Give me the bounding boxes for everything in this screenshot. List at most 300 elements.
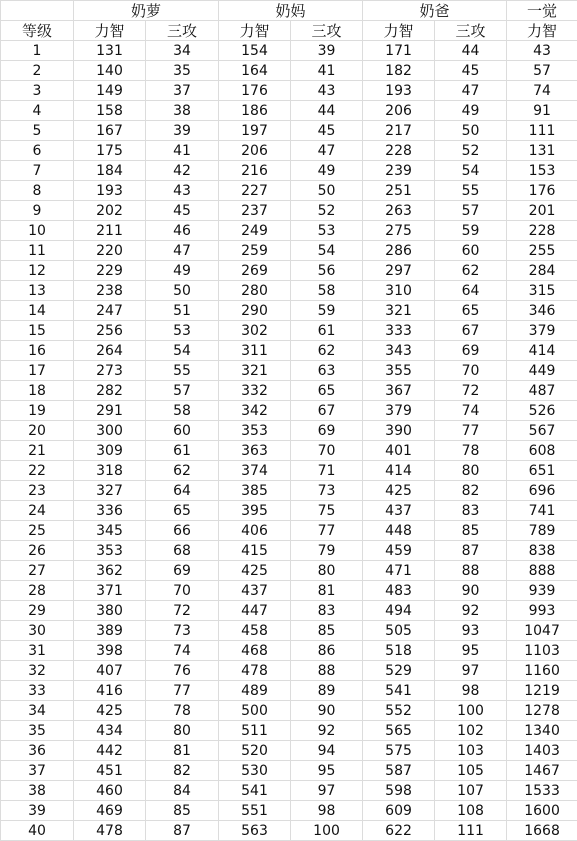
data-cell[interactable]: 45 xyxy=(146,201,219,221)
data-cell[interactable]: 184 xyxy=(74,161,146,181)
data-cell[interactable]: 333 xyxy=(363,321,435,341)
level-cell[interactable]: 11 xyxy=(1,241,74,261)
data-cell[interactable]: 176 xyxy=(507,181,577,201)
level-cell[interactable]: 15 xyxy=(1,321,74,341)
data-cell[interactable]: 275 xyxy=(363,221,435,241)
data-cell[interactable]: 60 xyxy=(435,241,507,261)
data-cell[interactable]: 70 xyxy=(146,581,219,601)
data-cell[interactable]: 107 xyxy=(435,781,507,801)
data-cell[interactable]: 66 xyxy=(146,521,219,541)
data-cell[interactable]: 353 xyxy=(74,541,146,561)
data-cell[interactable]: 61 xyxy=(146,441,219,461)
data-cell[interactable]: 62 xyxy=(435,261,507,281)
level-cell[interactable]: 2 xyxy=(1,61,74,81)
data-cell[interactable]: 65 xyxy=(146,501,219,521)
header-cell-blank[interactable] xyxy=(1,1,74,21)
data-cell[interactable]: 363 xyxy=(219,441,291,461)
data-cell[interactable]: 80 xyxy=(291,561,363,581)
data-cell[interactable]: 993 xyxy=(507,601,577,621)
data-cell[interactable]: 255 xyxy=(507,241,577,261)
data-cell[interactable]: 34 xyxy=(146,41,219,61)
data-cell[interactable]: 389 xyxy=(74,621,146,641)
data-cell[interactable]: 239 xyxy=(363,161,435,181)
data-cell[interactable]: 511 xyxy=(219,721,291,741)
data-cell[interactable]: 286 xyxy=(363,241,435,261)
data-cell[interactable]: 520 xyxy=(219,741,291,761)
data-cell[interactable]: 227 xyxy=(219,181,291,201)
data-cell[interactable]: 374 xyxy=(219,461,291,481)
data-cell[interactable]: 526 xyxy=(507,401,577,421)
data-cell[interactable]: 259 xyxy=(219,241,291,261)
data-cell[interactable]: 888 xyxy=(507,561,577,581)
data-cell[interactable]: 1467 xyxy=(507,761,577,781)
data-cell[interactable]: 131 xyxy=(74,41,146,61)
data-cell[interactable]: 98 xyxy=(291,801,363,821)
data-cell[interactable]: 552 xyxy=(363,701,435,721)
data-cell[interactable]: 297 xyxy=(363,261,435,281)
sub-header-cell[interactable]: 力智 xyxy=(219,21,291,41)
data-cell[interactable]: 345 xyxy=(74,521,146,541)
data-cell[interactable]: 459 xyxy=(363,541,435,561)
data-cell[interactable]: 103 xyxy=(435,741,507,761)
sub-header-cell[interactable]: 三攻 xyxy=(435,21,507,41)
level-cell[interactable]: 24 xyxy=(1,501,74,521)
data-cell[interactable]: 437 xyxy=(363,501,435,521)
data-cell[interactable]: 494 xyxy=(363,601,435,621)
data-cell[interactable]: 47 xyxy=(435,81,507,101)
data-cell[interactable]: 478 xyxy=(74,821,146,841)
data-cell[interactable]: 60 xyxy=(146,421,219,441)
data-cell[interactable]: 425 xyxy=(74,701,146,721)
data-cell[interactable]: 229 xyxy=(74,261,146,281)
data-cell[interactable]: 415 xyxy=(219,541,291,561)
data-cell[interactable]: 131 xyxy=(507,141,577,161)
data-cell[interactable]: 53 xyxy=(291,221,363,241)
level-cell[interactable]: 4 xyxy=(1,101,74,121)
data-cell[interactable]: 789 xyxy=(507,521,577,541)
sub-header-cell[interactable]: 力智 xyxy=(507,21,577,41)
data-cell[interactable]: 315 xyxy=(507,281,577,301)
data-cell[interactable]: 100 xyxy=(291,821,363,841)
data-cell[interactable]: 108 xyxy=(435,801,507,821)
data-cell[interactable]: 186 xyxy=(219,101,291,121)
data-cell[interactable]: 37 xyxy=(146,81,219,101)
data-cell[interactable]: 442 xyxy=(74,741,146,761)
data-cell[interactable]: 251 xyxy=(363,181,435,201)
data-cell[interactable]: 89 xyxy=(291,681,363,701)
data-cell[interactable]: 220 xyxy=(74,241,146,261)
data-cell[interactable]: 622 xyxy=(363,821,435,841)
data-cell[interactable]: 541 xyxy=(363,681,435,701)
level-cell[interactable]: 32 xyxy=(1,661,74,681)
data-cell[interactable]: 45 xyxy=(291,121,363,141)
data-cell[interactable]: 41 xyxy=(291,61,363,81)
level-header-cell[interactable]: 等级 xyxy=(1,21,74,41)
data-cell[interactable]: 1403 xyxy=(507,741,577,761)
level-cell[interactable]: 5 xyxy=(1,121,74,141)
data-cell[interactable]: 437 xyxy=(219,581,291,601)
data-cell[interactable]: 291 xyxy=(74,401,146,421)
level-cell[interactable]: 3 xyxy=(1,81,74,101)
data-cell[interactable]: 85 xyxy=(435,521,507,541)
data-cell[interactable]: 565 xyxy=(363,721,435,741)
data-cell[interactable]: 80 xyxy=(435,461,507,481)
data-cell[interactable]: 62 xyxy=(146,461,219,481)
data-cell[interactable]: 407 xyxy=(74,661,146,681)
data-cell[interactable]: 1533 xyxy=(507,781,577,801)
data-cell[interactable]: 77 xyxy=(146,681,219,701)
data-cell[interactable]: 371 xyxy=(74,581,146,601)
sub-header-cell[interactable]: 三攻 xyxy=(291,21,363,41)
data-cell[interactable]: 587 xyxy=(363,761,435,781)
level-cell[interactable]: 17 xyxy=(1,361,74,381)
data-cell[interactable]: 70 xyxy=(291,441,363,461)
data-cell[interactable]: 57 xyxy=(507,61,577,81)
group-header-cell[interactable]: 奶萝 xyxy=(74,1,219,21)
group-header-cell[interactable]: 奶爸 xyxy=(363,1,507,21)
data-cell[interactable]: 86 xyxy=(291,641,363,661)
data-cell[interactable]: 85 xyxy=(146,801,219,821)
data-cell[interactable]: 327 xyxy=(74,481,146,501)
data-cell[interactable]: 206 xyxy=(363,101,435,121)
data-cell[interactable]: 434 xyxy=(74,721,146,741)
data-cell[interactable]: 311 xyxy=(219,341,291,361)
level-cell[interactable]: 22 xyxy=(1,461,74,481)
group-header-cell[interactable]: 一觉 xyxy=(507,1,577,21)
level-cell[interactable]: 33 xyxy=(1,681,74,701)
data-cell[interactable]: 74 xyxy=(146,641,219,661)
data-cell[interactable]: 79 xyxy=(291,541,363,561)
data-cell[interactable]: 77 xyxy=(435,421,507,441)
data-cell[interactable]: 53 xyxy=(146,321,219,341)
data-cell[interactable]: 39 xyxy=(146,121,219,141)
data-cell[interactable]: 52 xyxy=(435,141,507,161)
data-cell[interactable]: 49 xyxy=(146,261,219,281)
data-cell[interactable]: 73 xyxy=(146,621,219,641)
data-cell[interactable]: 78 xyxy=(146,701,219,721)
data-cell[interactable]: 77 xyxy=(291,521,363,541)
data-cell[interactable]: 97 xyxy=(291,781,363,801)
data-cell[interactable]: 202 xyxy=(74,201,146,221)
data-cell[interactable]: 67 xyxy=(435,321,507,341)
data-cell[interactable]: 47 xyxy=(146,241,219,261)
level-cell[interactable]: 19 xyxy=(1,401,74,421)
data-cell[interactable]: 336 xyxy=(74,501,146,521)
data-cell[interactable]: 518 xyxy=(363,641,435,661)
data-cell[interactable]: 939 xyxy=(507,581,577,601)
data-cell[interactable]: 74 xyxy=(507,81,577,101)
data-cell[interactable]: 49 xyxy=(435,101,507,121)
data-cell[interactable]: 211 xyxy=(74,221,146,241)
data-cell[interactable]: 247 xyxy=(74,301,146,321)
data-cell[interactable]: 385 xyxy=(219,481,291,501)
level-cell[interactable]: 20 xyxy=(1,421,74,441)
data-cell[interactable]: 228 xyxy=(507,221,577,241)
data-cell[interactable]: 290 xyxy=(219,301,291,321)
data-cell[interactable]: 551 xyxy=(219,801,291,821)
data-cell[interactable]: 140 xyxy=(74,61,146,81)
data-cell[interactable]: 43 xyxy=(291,81,363,101)
data-cell[interactable]: 425 xyxy=(219,561,291,581)
data-cell[interactable]: 838 xyxy=(507,541,577,561)
data-cell[interactable]: 228 xyxy=(363,141,435,161)
level-cell[interactable]: 38 xyxy=(1,781,74,801)
data-cell[interactable]: 51 xyxy=(146,301,219,321)
data-cell[interactable]: 81 xyxy=(291,581,363,601)
level-cell[interactable]: 26 xyxy=(1,541,74,561)
data-cell[interactable]: 379 xyxy=(363,401,435,421)
sub-header-cell[interactable]: 力智 xyxy=(74,21,146,41)
data-cell[interactable]: 54 xyxy=(146,341,219,361)
data-cell[interactable]: 449 xyxy=(507,361,577,381)
data-cell[interactable]: 64 xyxy=(435,281,507,301)
data-cell[interactable]: 84 xyxy=(146,781,219,801)
data-cell[interactable]: 1668 xyxy=(507,821,577,841)
data-cell[interactable]: 448 xyxy=(363,521,435,541)
data-cell[interactable]: 83 xyxy=(435,501,507,521)
data-cell[interactable]: 98 xyxy=(435,681,507,701)
data-cell[interactable]: 65 xyxy=(291,381,363,401)
data-cell[interactable]: 88 xyxy=(435,561,507,581)
data-cell[interactable]: 50 xyxy=(291,181,363,201)
level-cell[interactable]: 12 xyxy=(1,261,74,281)
data-cell[interactable]: 153 xyxy=(507,161,577,181)
level-cell[interactable]: 10 xyxy=(1,221,74,241)
data-cell[interactable]: 58 xyxy=(146,401,219,421)
level-cell[interactable]: 6 xyxy=(1,141,74,161)
level-cell[interactable]: 30 xyxy=(1,621,74,641)
sub-header-cell[interactable]: 三攻 xyxy=(146,21,219,41)
data-cell[interactable]: 54 xyxy=(435,161,507,181)
data-cell[interactable]: 197 xyxy=(219,121,291,141)
data-cell[interactable]: 216 xyxy=(219,161,291,181)
data-cell[interactable]: 78 xyxy=(435,441,507,461)
data-cell[interactable]: 468 xyxy=(219,641,291,661)
data-cell[interactable]: 154 xyxy=(219,41,291,61)
data-cell[interactable]: 72 xyxy=(435,381,507,401)
data-cell[interactable]: 249 xyxy=(219,221,291,241)
data-cell[interactable]: 57 xyxy=(146,381,219,401)
data-cell[interactable]: 94 xyxy=(291,741,363,761)
data-cell[interactable]: 92 xyxy=(435,601,507,621)
data-cell[interactable]: 44 xyxy=(291,101,363,121)
data-cell[interactable]: 80 xyxy=(146,721,219,741)
data-cell[interactable]: 1047 xyxy=(507,621,577,641)
data-cell[interactable]: 541 xyxy=(219,781,291,801)
data-cell[interactable]: 193 xyxy=(363,81,435,101)
data-cell[interactable]: 97 xyxy=(435,661,507,681)
data-cell[interactable]: 416 xyxy=(74,681,146,701)
data-cell[interactable]: 59 xyxy=(291,301,363,321)
data-cell[interactable]: 425 xyxy=(363,481,435,501)
data-cell[interactable]: 478 xyxy=(219,661,291,681)
data-cell[interactable]: 59 xyxy=(435,221,507,241)
data-cell[interactable]: 310 xyxy=(363,281,435,301)
data-cell[interactable]: 398 xyxy=(74,641,146,661)
data-cell[interactable]: 35 xyxy=(146,61,219,81)
data-cell[interactable]: 321 xyxy=(363,301,435,321)
data-cell[interactable]: 158 xyxy=(74,101,146,121)
data-cell[interactable]: 102 xyxy=(435,721,507,741)
data-cell[interactable]: 75 xyxy=(291,501,363,521)
data-cell[interactable]: 1160 xyxy=(507,661,577,681)
data-cell[interactable]: 471 xyxy=(363,561,435,581)
data-cell[interactable]: 342 xyxy=(219,401,291,421)
data-cell[interactable]: 47 xyxy=(291,141,363,161)
group-header-cell[interactable]: 奶妈 xyxy=(219,1,363,21)
data-cell[interactable]: 563 xyxy=(219,821,291,841)
data-cell[interactable]: 1278 xyxy=(507,701,577,721)
data-cell[interactable]: 362 xyxy=(74,561,146,581)
data-cell[interactable]: 44 xyxy=(435,41,507,61)
data-cell[interactable]: 608 xyxy=(507,441,577,461)
data-cell[interactable]: 201 xyxy=(507,201,577,221)
data-cell[interactable]: 300 xyxy=(74,421,146,441)
data-cell[interactable]: 41 xyxy=(146,141,219,161)
data-cell[interactable]: 68 xyxy=(146,541,219,561)
data-cell[interactable]: 269 xyxy=(219,261,291,281)
data-cell[interactable]: 55 xyxy=(146,361,219,381)
sub-header-cell[interactable]: 力智 xyxy=(363,21,435,41)
data-cell[interactable]: 609 xyxy=(363,801,435,821)
data-cell[interactable]: 81 xyxy=(146,741,219,761)
data-cell[interactable]: 696 xyxy=(507,481,577,501)
data-cell[interactable]: 487 xyxy=(507,381,577,401)
data-cell[interactable]: 67 xyxy=(291,401,363,421)
level-cell[interactable]: 9 xyxy=(1,201,74,221)
data-cell[interactable]: 256 xyxy=(74,321,146,341)
data-cell[interactable]: 390 xyxy=(363,421,435,441)
data-cell[interactable]: 451 xyxy=(74,761,146,781)
data-cell[interactable]: 238 xyxy=(74,281,146,301)
data-cell[interactable]: 321 xyxy=(219,361,291,381)
data-cell[interactable]: 56 xyxy=(291,261,363,281)
data-cell[interactable]: 460 xyxy=(74,781,146,801)
level-cell[interactable]: 29 xyxy=(1,601,74,621)
data-cell[interactable]: 575 xyxy=(363,741,435,761)
data-cell[interactable]: 72 xyxy=(146,601,219,621)
level-cell[interactable]: 18 xyxy=(1,381,74,401)
data-cell[interactable]: 50 xyxy=(146,281,219,301)
data-cell[interactable]: 182 xyxy=(363,61,435,81)
level-cell[interactable]: 28 xyxy=(1,581,74,601)
data-cell[interactable]: 529 xyxy=(363,661,435,681)
data-cell[interactable]: 280 xyxy=(219,281,291,301)
data-cell[interactable]: 530 xyxy=(219,761,291,781)
data-cell[interactable]: 111 xyxy=(435,821,507,841)
data-cell[interactable]: 73 xyxy=(291,481,363,501)
data-cell[interactable]: 171 xyxy=(363,41,435,61)
data-cell[interactable]: 309 xyxy=(74,441,146,461)
data-cell[interactable]: 63 xyxy=(291,361,363,381)
data-cell[interactable]: 50 xyxy=(435,121,507,141)
data-cell[interactable]: 505 xyxy=(363,621,435,641)
data-cell[interactable]: 332 xyxy=(219,381,291,401)
data-cell[interactable]: 91 xyxy=(507,101,577,121)
data-cell[interactable]: 54 xyxy=(291,241,363,261)
data-cell[interactable]: 71 xyxy=(291,461,363,481)
data-cell[interactable]: 100 xyxy=(435,701,507,721)
data-cell[interactable]: 61 xyxy=(291,321,363,341)
data-cell[interactable]: 55 xyxy=(435,181,507,201)
level-cell[interactable]: 1 xyxy=(1,41,74,61)
level-cell[interactable]: 27 xyxy=(1,561,74,581)
data-cell[interactable]: 176 xyxy=(219,81,291,101)
data-cell[interactable]: 46 xyxy=(146,221,219,241)
data-cell[interactable]: 414 xyxy=(507,341,577,361)
data-cell[interactable]: 1600 xyxy=(507,801,577,821)
data-cell[interactable]: 264 xyxy=(74,341,146,361)
data-cell[interactable]: 380 xyxy=(74,601,146,621)
data-cell[interactable]: 90 xyxy=(435,581,507,601)
data-cell[interactable]: 105 xyxy=(435,761,507,781)
data-cell[interactable]: 39 xyxy=(291,41,363,61)
level-cell[interactable]: 7 xyxy=(1,161,74,181)
data-cell[interactable]: 93 xyxy=(435,621,507,641)
data-cell[interactable]: 95 xyxy=(435,641,507,661)
level-cell[interactable]: 40 xyxy=(1,821,74,841)
data-cell[interactable]: 1219 xyxy=(507,681,577,701)
level-cell[interactable]: 8 xyxy=(1,181,74,201)
data-cell[interactable]: 406 xyxy=(219,521,291,541)
data-cell[interactable]: 367 xyxy=(363,381,435,401)
data-cell[interactable]: 149 xyxy=(74,81,146,101)
data-cell[interactable]: 175 xyxy=(74,141,146,161)
data-cell[interactable]: 567 xyxy=(507,421,577,441)
data-cell[interactable]: 88 xyxy=(291,661,363,681)
data-cell[interactable]: 69 xyxy=(291,421,363,441)
data-cell[interactable]: 741 xyxy=(507,501,577,521)
level-cell[interactable]: 14 xyxy=(1,301,74,321)
data-cell[interactable]: 284 xyxy=(507,261,577,281)
data-cell[interactable]: 74 xyxy=(435,401,507,421)
data-cell[interactable]: 76 xyxy=(146,661,219,681)
level-cell[interactable]: 37 xyxy=(1,761,74,781)
data-cell[interactable]: 87 xyxy=(146,821,219,841)
data-cell[interactable]: 651 xyxy=(507,461,577,481)
data-cell[interactable]: 379 xyxy=(507,321,577,341)
data-cell[interactable]: 483 xyxy=(363,581,435,601)
data-cell[interactable]: 206 xyxy=(219,141,291,161)
data-cell[interactable]: 282 xyxy=(74,381,146,401)
level-cell[interactable]: 16 xyxy=(1,341,74,361)
data-cell[interactable]: 217 xyxy=(363,121,435,141)
data-cell[interactable]: 193 xyxy=(74,181,146,201)
data-cell[interactable]: 318 xyxy=(74,461,146,481)
data-cell[interactable]: 45 xyxy=(435,61,507,81)
data-cell[interactable]: 401 xyxy=(363,441,435,461)
data-cell[interactable]: 598 xyxy=(363,781,435,801)
data-cell[interactable]: 95 xyxy=(291,761,363,781)
level-cell[interactable]: 21 xyxy=(1,441,74,461)
data-cell[interactable]: 164 xyxy=(219,61,291,81)
data-cell[interactable]: 302 xyxy=(219,321,291,341)
data-cell[interactable]: 62 xyxy=(291,341,363,361)
data-cell[interactable]: 447 xyxy=(219,601,291,621)
data-cell[interactable]: 395 xyxy=(219,501,291,521)
data-cell[interactable]: 58 xyxy=(291,281,363,301)
data-cell[interactable]: 65 xyxy=(435,301,507,321)
data-cell[interactable]: 85 xyxy=(291,621,363,641)
data-cell[interactable]: 1103 xyxy=(507,641,577,661)
data-cell[interactable]: 346 xyxy=(507,301,577,321)
data-cell[interactable]: 500 xyxy=(219,701,291,721)
data-cell[interactable]: 90 xyxy=(291,701,363,721)
data-cell[interactable]: 82 xyxy=(435,481,507,501)
data-cell[interactable]: 458 xyxy=(219,621,291,641)
level-cell[interactable]: 34 xyxy=(1,701,74,721)
data-cell[interactable]: 49 xyxy=(291,161,363,181)
